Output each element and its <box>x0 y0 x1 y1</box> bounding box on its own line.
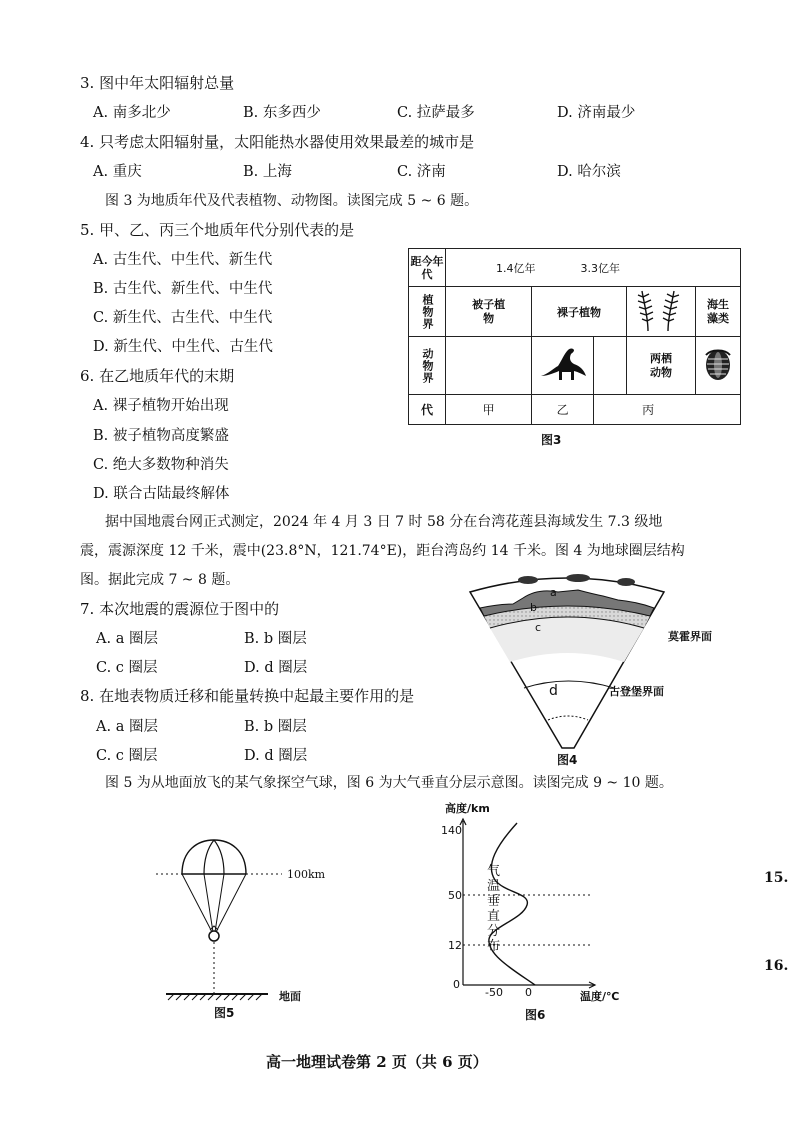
q8-option-d: D. d 圈层 <box>244 748 308 764</box>
q7-stem: 7. 本次地震的震源位于图中的 <box>80 600 280 618</box>
fig3-era-yi: 乙 <box>532 395 594 425</box>
q7-option-d: D. d 圈层 <box>244 660 308 676</box>
fig6-y-tick-12: 12 <box>448 939 462 952</box>
fig4-label-b: b <box>530 601 537 614</box>
fig3-dinosaur-icon <box>532 337 594 395</box>
fig3-plant-algae: 海生藻类 <box>707 297 730 325</box>
fig3-header-plant: 植物界 <box>421 293 434 330</box>
fig3-era-jia: 甲 <box>446 395 532 425</box>
fig6-caption: 图6 <box>525 1008 546 1022</box>
q4-option-c: C. 济南 <box>397 164 446 180</box>
q8-stem: 8. 在地表物质迁移和能量转换中起最主要作用的是 <box>80 687 415 705</box>
fig6-y-tick-50: 50 <box>448 889 462 902</box>
fig3-age-2: 3.3亿年 <box>580 261 620 275</box>
fig4-label-d: d <box>549 683 558 699</box>
fig3-animal-amphibian: 两栖动物 <box>649 351 672 379</box>
fig6-y-tick-140: 140 <box>441 824 462 837</box>
q5-option-a: A. 古生代、中生代、新生代 <box>93 252 273 268</box>
intro-fig3: 图 3 为地质年代及代表植物、动物图。读图完成 5 ~ 6 题。 <box>105 193 479 209</box>
fig6-curve-label: 气温垂直分布 <box>487 864 501 954</box>
q3-stem: 3. 图中年太阳辐射总量 <box>80 74 235 92</box>
fig6-y-tick-0: 0 <box>453 978 460 991</box>
q5-option-c: C. 新生代、古生代、中生代 <box>93 310 273 326</box>
q7-option-b: B. b 圈层 <box>244 631 307 647</box>
fig3-header-era: 代 <box>409 395 446 425</box>
side-question-15: 15. <box>764 870 789 886</box>
q3-option-b: B. 东多西少 <box>243 105 321 121</box>
fig3-fern-icon <box>626 287 695 337</box>
fig3-caption: 图3 <box>541 433 562 447</box>
fig6-x-tick-neg50: -50 <box>485 986 503 999</box>
fig3-plant-gymnosperm: 裸子植物 <box>532 287 627 337</box>
fig6-x-axis-label: 温度/℃ <box>580 990 620 1003</box>
fig4-label-c: c <box>535 621 542 634</box>
q4-option-a: A. 重庆 <box>93 164 142 180</box>
fig6-temperature-chart <box>455 815 615 1000</box>
q3-option-a: A. 南多北少 <box>93 105 171 121</box>
q5-option-b: B. 古生代、新生代、中生代 <box>93 281 273 297</box>
side-question-16: 16. <box>764 958 789 974</box>
q8-option-c: C. c 圈层 <box>96 748 158 764</box>
fig5-altitude-label: 100km <box>287 868 326 881</box>
quake-paragraph-line1: 据中国地震台网正式测定，2024 年 4 月 3 日 7 时 58 分在台湾花莲县海域发生 7.3 级地 <box>105 514 663 530</box>
fig3-age-1: 1.4亿年 <box>496 261 536 275</box>
q6-option-a: A. 裸子植物开始出现 <box>93 398 229 414</box>
fig3-header-animal: 动物界 <box>421 347 434 384</box>
q6-option-b: B. 被子植物高度繁盛 <box>93 428 229 444</box>
q4-option-d: D. 哈尔滨 <box>557 164 621 180</box>
q6-stem: 6. 在乙地质年代的末期 <box>80 367 235 385</box>
q8-option-b: B. b 圈层 <box>244 719 307 735</box>
q4-option-b: B. 上海 <box>243 164 292 180</box>
page-footer: 高一地理试卷第 2 页（共 6 页） <box>266 1053 488 1071</box>
fig3-geologic-table <box>408 248 741 425</box>
fig4-caption: 图4 <box>557 753 578 767</box>
q6-option-d: D. 联合古陆最终解体 <box>93 486 230 502</box>
quake-paragraph-line2: 震，震源深度 12 千米，震中(23.8°N，121.74°E)，距台湾岛约 14 千米。图 4 为地球圈层结构 <box>80 543 685 559</box>
fig4-gutenberg-label: 古登堡界面 <box>609 685 664 698</box>
fig3-header-age: 距今年代 <box>410 254 444 281</box>
q5-stem: 5. 甲、乙、丙三个地质年代分别代表的是 <box>80 221 355 239</box>
fig5-caption: 图5 <box>214 1006 235 1020</box>
quake-paragraph-line3: 图。据此完成 7 ~ 8 题。 <box>80 572 240 588</box>
fig4-label-a: a <box>550 586 557 599</box>
intro-fig5-6: 图 5 为从地面放飞的某气象探空气球，图 6 为大气垂直分层示意图。读图完成 9 ~ 10 题。 <box>105 775 673 791</box>
q6-option-c: C. 绝大多数物种消失 <box>93 457 229 473</box>
fig3-plant-angiosperm: 被子植物 <box>472 297 506 325</box>
fig4-earth-layers-diagram <box>468 570 668 755</box>
q5-option-d: D. 新生代、中生代、古生代 <box>93 339 273 355</box>
fig3-era-bing: 丙 <box>594 395 741 425</box>
q8-option-a: A. a 圈层 <box>96 719 158 735</box>
q3-option-c: C. 拉萨最多 <box>397 105 475 121</box>
q3-option-d: D. 济南最少 <box>557 105 636 121</box>
q7-option-c: C. c 圈层 <box>96 660 158 676</box>
fig6-y-axis-label: 高度/km <box>445 802 490 815</box>
q4-stem: 4. 只考虑太阳辐射量，太阳能热水器使用效果最差的城市是 <box>80 133 475 151</box>
fig6-x-tick-0: 0 <box>525 986 532 999</box>
q7-option-a: A. a 圈层 <box>96 631 158 647</box>
fig3-trilobite-icon <box>696 337 741 395</box>
fig5-ground-label: 地面 <box>279 990 301 1003</box>
fig4-moho-label: 莫霍界面 <box>668 630 712 643</box>
fig5-balloon-diagram <box>150 832 290 1004</box>
